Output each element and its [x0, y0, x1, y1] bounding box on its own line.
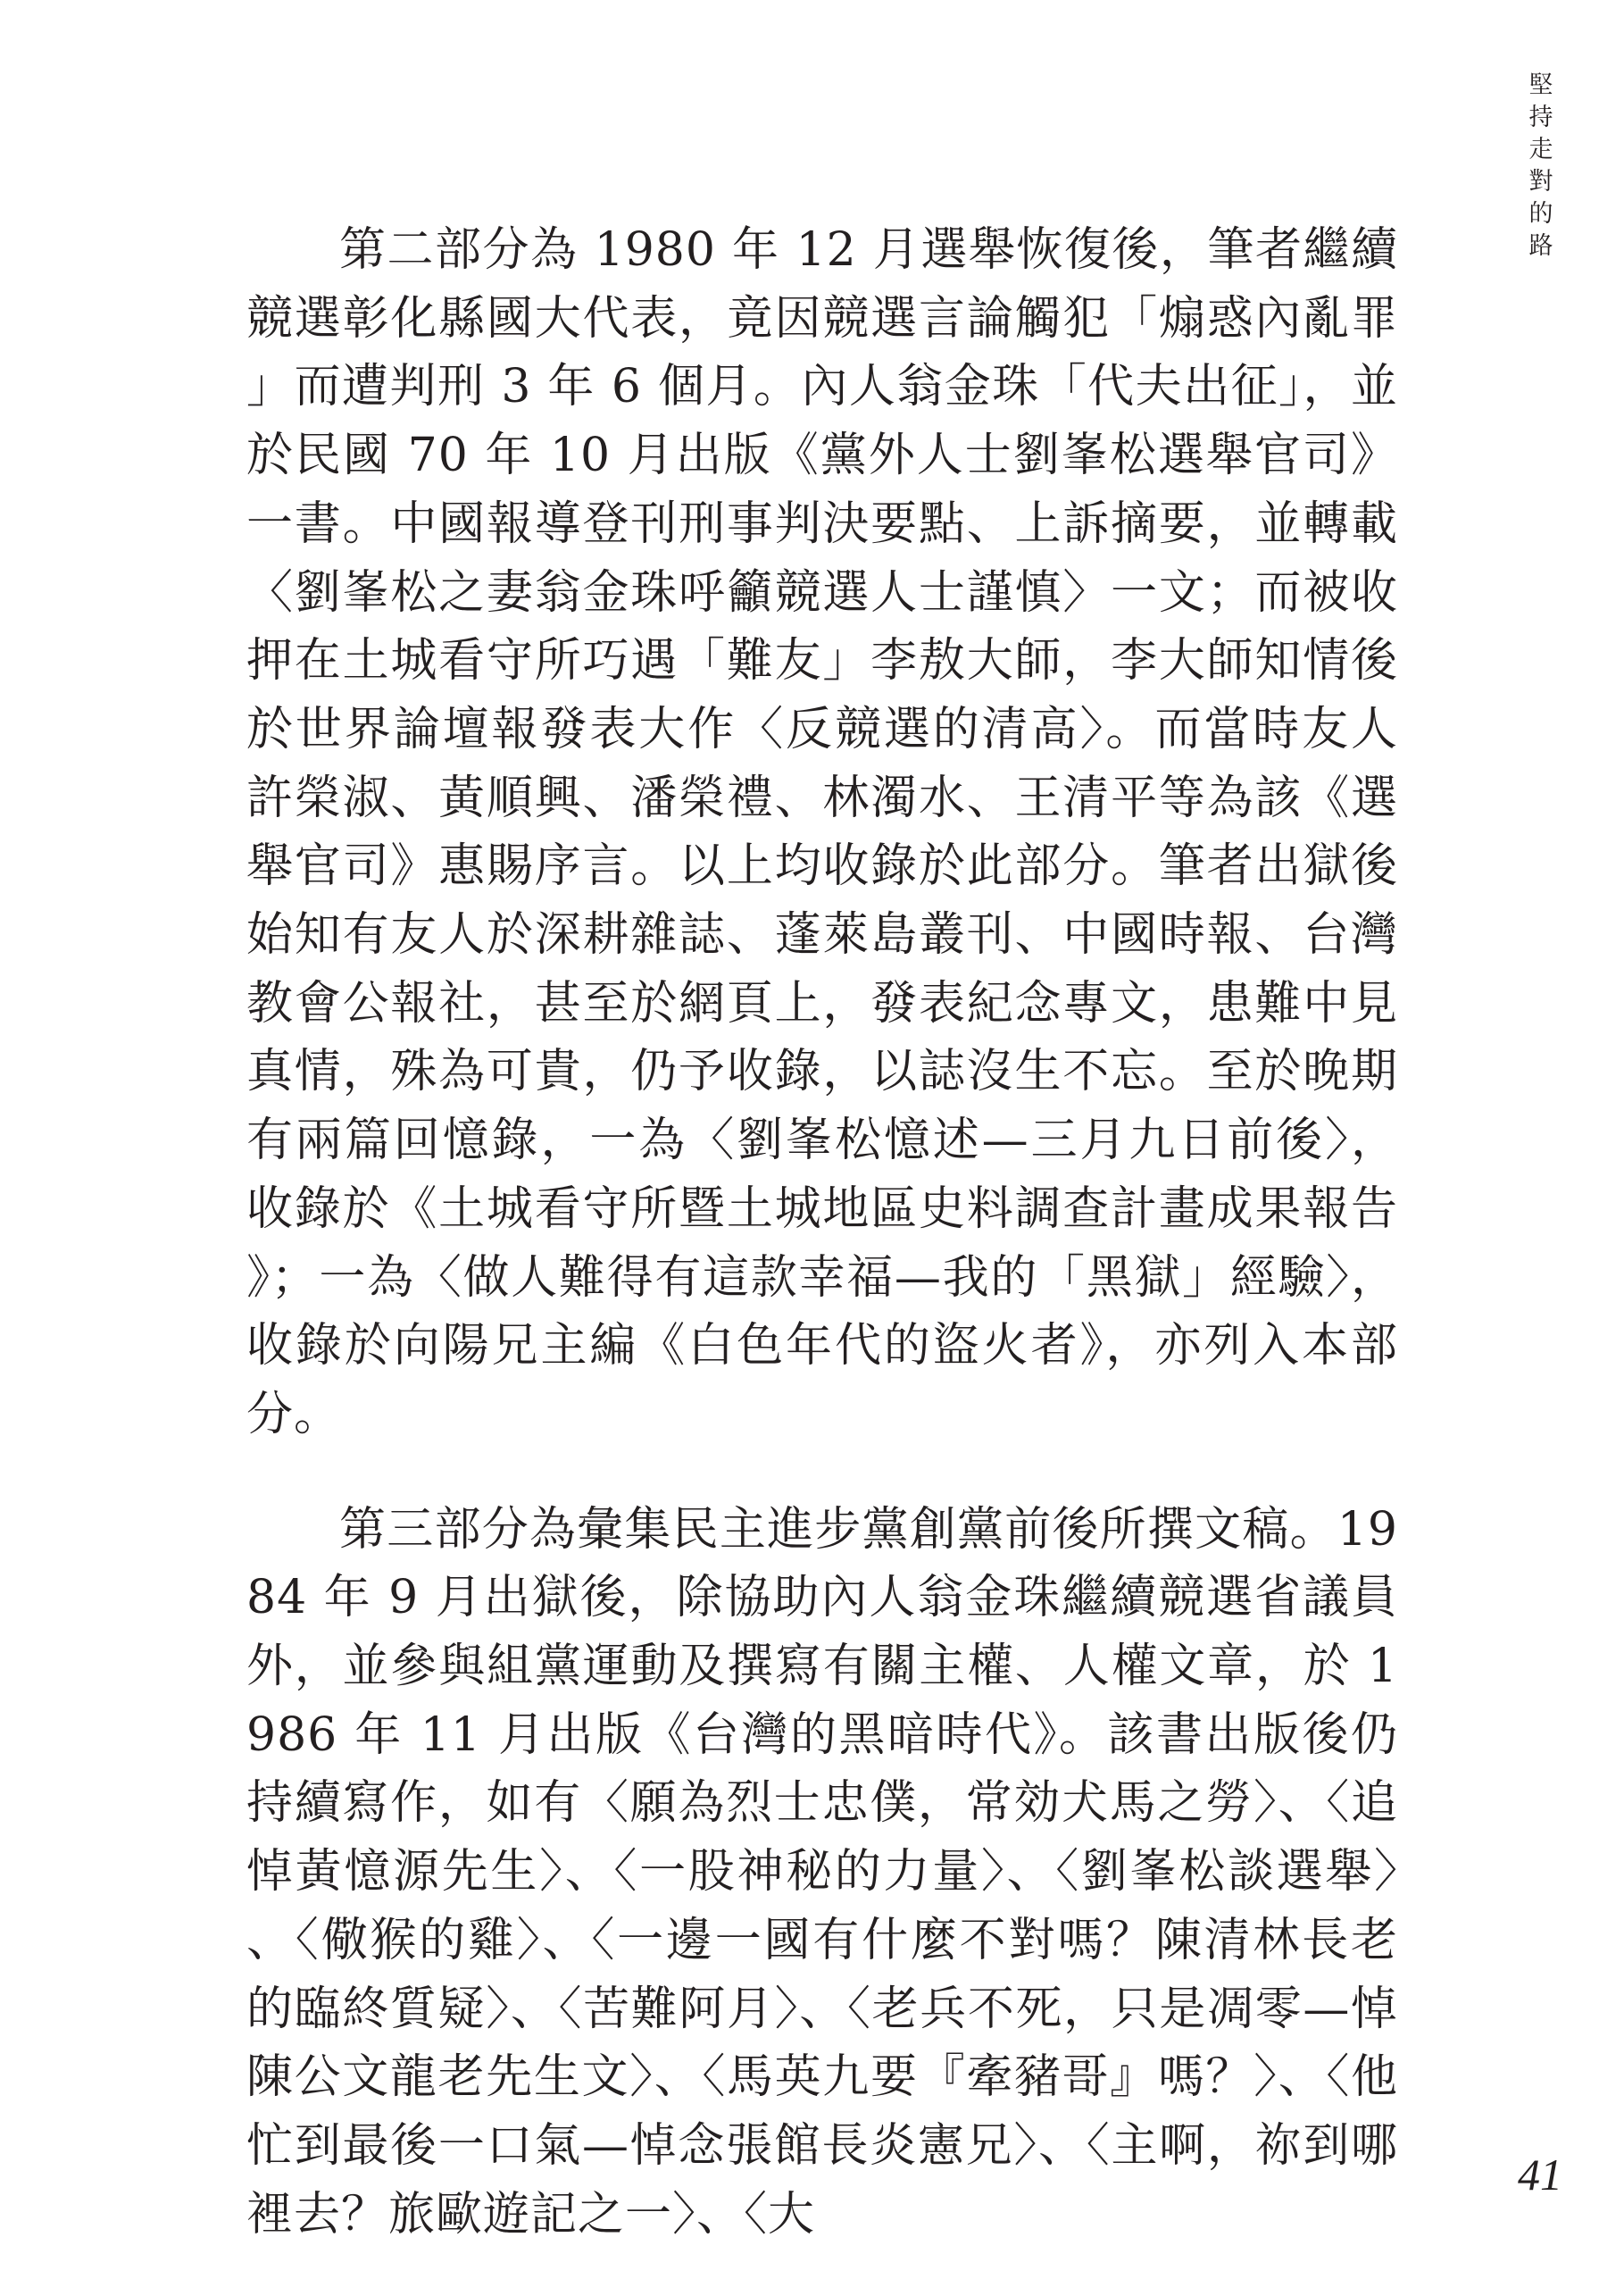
body-text — [246, 216, 1398, 2249]
page-number: 41 — [1518, 2150, 1562, 2200]
paragraph-part-three: 第三部分為彙集民主進步黨創黨前後所撰文稿。1984 年 9 月出獄後，除協助內人翁金珠繼續競選省議員外，並參與組黨運動及撰寫有關主權、人權文章，於 1986 年 11 月出版《台灣的黑暗時代》。該書出版後仍持續寫作，如有〈願為烈士忠僕，常効犬馬之勞〉、〈追悼黃憶源先生〉、〈一股神秘的力量〉、〈劉峯松談選舉〉、〈儆猴的雞〉、〈一邊一國有什麼不對嗎？陳清林長老的臨終質疑〉、〈苦難阿月〉、〈老兵不死，只是凋零—悼陳公文龍老先生文〉、〈馬英九要『牽豬哥』嗎？〉、〈他忙到最後一口氣—悼念張館長炎憲兄〉、〈主啊，祢到哪裡去？旅歐遊記之一〉、〈大 — [246, 1502, 1398, 2241]
paragraph-part-two: 第二部分為 1980 年 12 月選舉恢復後，筆者繼續競選彰化縣國大代表，竟因競選言論觸犯「煽惑內亂罪」而遭判刑 3 年 6 個月。內人翁金珠「代夫出征」，並於民國 70 年 10 月出版《黨外人士劉峯松選舉官司》一書。中國報導登刊刑事判決要點、上訴摘要，並轉載〈劉峯松之妻翁金珠呼籲競選人士謹慎〉一文；而被收押在土城看守所巧遇「難友」李敖大師，李大師知情後於世界論壇報發表大作〈反競選的清高〉。而當時友人許榮淑、黃順興、潘榮禮、林濁水、王清平等為該《選舉官司》惠賜序言。以上均收錄於此部分。筆者出獄後始知有友人於深耕雜誌、蓬萊島叢刊、中國時報、台灣教會公報社，甚至於網頁上，發表紀念專文，患難中見真情，殊為可貴，仍予收錄，以誌沒生不忘。至於晚期有兩篇回憶錄，一為〈劉峯松憶述—三月九日前後〉，收錄於《土城看守所暨土城地區史料調查計畫成果報告》；一為〈做人難得有這款幸福—我的「黑獄」經驗〉，收錄於向陽兄主編《白色年代的盜火者》，亦列入本部分。 — [246, 223, 1398, 1441]
running-head: 堅持走對的路 — [1528, 71, 1553, 260]
